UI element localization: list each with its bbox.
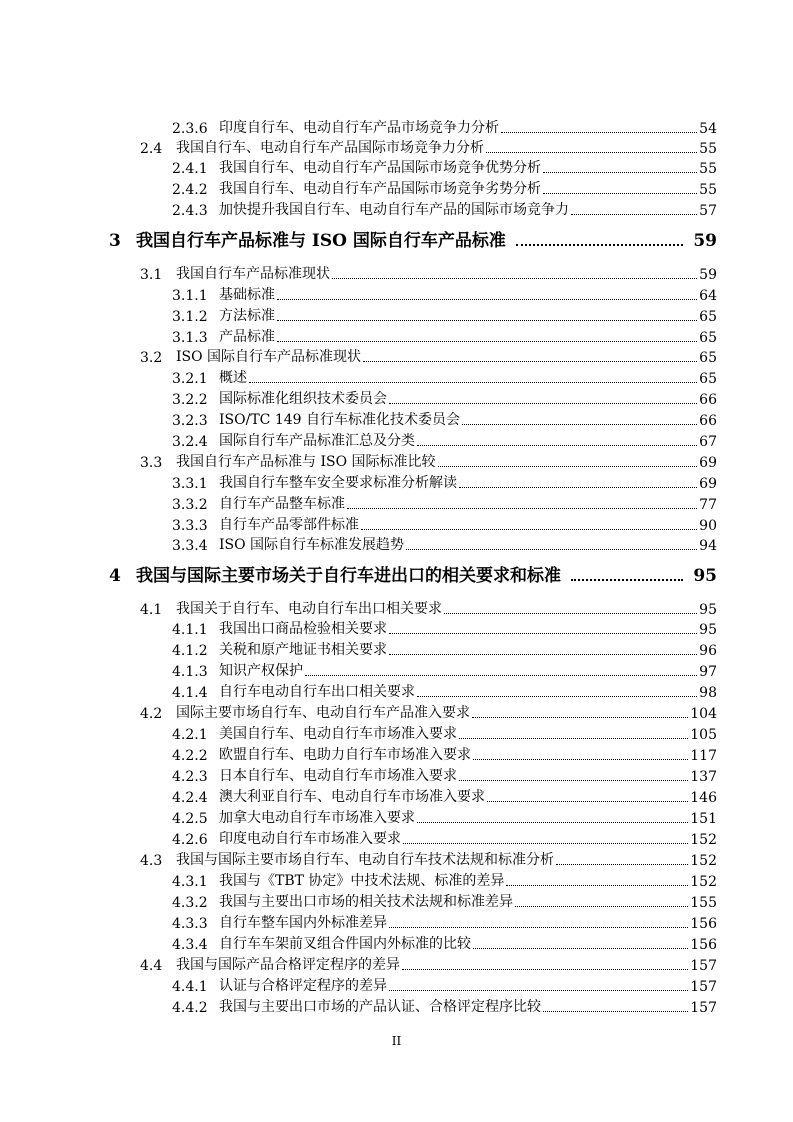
toc-entry-number: 4 (109, 566, 121, 586)
toc-entry-number: 4.2.6 (172, 832, 208, 848)
toc-entry-number: 3 (109, 231, 121, 251)
toc-entry-page: 97 (699, 664, 717, 680)
toc-entry-level-1[interactable] (0, 229, 793, 251)
toc-entry-page: 98 (699, 685, 717, 701)
toc-entry-title: 我国自行车、电动自行车产品国际市场竞争劣势分析 (219, 181, 541, 197)
toc-entry-title: 印度自行车、电动自行车产品市场竞争力分析 (219, 120, 499, 136)
toc-entry-page: 156 (690, 916, 717, 932)
toc-entry-page: 157 (690, 1000, 717, 1016)
toc-entry-number: 4.2 (140, 706, 163, 722)
toc-dot-leader (402, 969, 688, 970)
toc-dot-leader (361, 529, 697, 530)
toc-entry-title: 自行车产品零部件标准 (219, 517, 359, 533)
toc-entry-level-3[interactable] (0, 178, 793, 198)
toc-entry-page: 152 (690, 832, 717, 848)
toc-entry-level-3[interactable] (0, 305, 793, 325)
toc-dot-leader (438, 466, 698, 467)
toc-entry-number: 4.3 (140, 853, 163, 869)
toc-dot-leader (543, 172, 697, 173)
toc-entry-page: 94 (699, 538, 717, 554)
toc-entry-title: 概述 (219, 370, 247, 386)
toc-entry-level-3[interactable] (0, 639, 793, 659)
toc-entry-level-2[interactable] (0, 598, 793, 618)
toc-dot-leader (417, 445, 697, 446)
toc-entry-page: 157 (690, 958, 717, 974)
toc-entry-number: 4.1.1 (172, 622, 208, 638)
toc-dot-leader (389, 654, 697, 655)
toc-entry-page: 117 (690, 748, 717, 764)
toc-entry-page: 69 (699, 455, 717, 471)
toc-entry-title: 自行车整车国内外标准差异 (219, 915, 387, 931)
toc-entry-level-3[interactable] (0, 870, 793, 890)
toc-entry-title: 认证与合格评定程序的差异 (219, 978, 387, 994)
toc-entry-number: 4.4.1 (172, 979, 208, 995)
toc-entry-number: 2.4.3 (172, 203, 208, 219)
toc-entry-level-3[interactable] (0, 912, 793, 932)
toc-entry-title: 我国与主要出口市场的产品认证、合格评定程序比较 (219, 999, 541, 1015)
toc-entry-page: 65 (699, 350, 717, 366)
toc-entry-level-3[interactable] (0, 996, 793, 1016)
toc-entry-title: ISO/TC 149 自行车标准化技术委员会 (219, 412, 460, 428)
toc-entry-title: ISO 国际自行车标准发展趋势 (219, 537, 405, 553)
toc-dot-leader (501, 132, 697, 133)
toc-entry-number: 2.4.2 (172, 182, 208, 198)
toc-entry-number: 4.2.3 (172, 769, 208, 785)
toc-entry-page: 137 (690, 769, 717, 785)
toc-entry-title: 我国自行车、电动自行车产品国际市场竞争力分析 (176, 140, 484, 156)
toc-entry-level-2[interactable] (0, 702, 793, 722)
toc-entry-level-3[interactable] (0, 723, 793, 743)
toc-dot-leader (444, 613, 697, 614)
toc-dot-leader (543, 193, 697, 194)
toc-entry-page: 69 (699, 476, 717, 492)
toc-dot-leader (472, 717, 688, 718)
toc-dot-leader (459, 487, 697, 488)
toc-entry-title: 日本自行车、电动自行车市场准入要求 (219, 768, 457, 784)
toc-entry-title: 印度电动自行车市场准入要求 (219, 831, 401, 847)
toc-entry-number: 4.3.3 (172, 916, 208, 932)
toc-entry-page: 152 (690, 853, 717, 869)
toc-entry-title: 我国与国际产品合格评定程序的差异 (176, 957, 400, 973)
toc-entry-level-2[interactable] (0, 346, 793, 366)
toc-entry-level-3[interactable] (0, 388, 793, 408)
toc-entry-page: 57 (699, 203, 717, 219)
toc-entry-page: 66 (699, 413, 717, 429)
toc-entry-number: 3.1.2 (172, 309, 208, 325)
toc-entry-page: 67 (699, 434, 717, 450)
toc-dot-leader (459, 738, 688, 739)
toc-dot-leader (515, 906, 688, 907)
toc-entry-page: 104 (690, 706, 717, 722)
toc-entry-page: 152 (690, 874, 717, 890)
toc-entry-number: 3.2.3 (172, 413, 208, 429)
toc-dot-leader (389, 990, 688, 991)
toc-dot-leader (277, 341, 697, 342)
toc-entry-level-2[interactable] (0, 849, 793, 869)
toc-dot-leader (417, 696, 697, 697)
toc-dot-leader (347, 508, 697, 509)
toc-entry-title: 基础标准 (219, 287, 275, 303)
toc-entry-level-3[interactable] (0, 157, 793, 177)
toc-entry-title: 加拿大电动自行车市场准入要求 (219, 810, 415, 826)
toc-entry-number: 4.1 (140, 602, 163, 618)
toc-entry-page: 54 (699, 121, 717, 137)
toc-entry-title: 国际主要市场自行车、电动自行车产品准入要求 (176, 705, 470, 721)
toc-entry-number: 3.2.4 (172, 434, 208, 450)
toc-dot-leader (389, 633, 697, 634)
toc-entry-page: 65 (699, 330, 717, 346)
toc-entry-number: 4.2.5 (172, 811, 208, 827)
toc-entry-title: 国际标准化组织技术委员会 (219, 391, 387, 407)
toc-dot-leader (459, 780, 688, 781)
toc-entry-level-3[interactable] (0, 933, 793, 953)
toc-entry-page: 90 (699, 518, 717, 534)
toc-entry-title: ISO 国际自行车产品标准现状 (176, 349, 362, 365)
toc-dot-leader (486, 152, 697, 153)
toc-dot-leader (363, 361, 697, 362)
toc-entry-title: 我国与国际主要市场关于自行车进出口的相关要求和标准 (136, 566, 561, 586)
toc-entry-number: 4.3.2 (172, 895, 208, 911)
toc-entry-page: 66 (699, 392, 717, 408)
toc-entry-title: 我国关于自行车、电动自行车出口相关要求 (176, 601, 442, 617)
toc-entry-number: 2.4.1 (172, 161, 208, 177)
toc-entry-number: 2.3.6 (172, 121, 208, 137)
toc-entry-title: 产品标准 (219, 329, 275, 345)
toc-entry-title: 美国自行车、电动自行车市场准入要求 (219, 726, 457, 742)
toc-entry-level-2[interactable] (0, 954, 793, 974)
toc-entry-level-3[interactable] (0, 326, 793, 346)
toc-entry-level-2[interactable] (0, 137, 793, 157)
toc-entry-level-2[interactable] (0, 451, 793, 471)
toc-dot-leader (571, 579, 683, 581)
toc-entry-title: 我国自行车产品标准与 ISO 国际自行车产品标准 (136, 231, 506, 251)
toc-entry-page: 146 (690, 790, 717, 806)
toc-dot-leader (277, 299, 697, 300)
toc-entry-number: 4.2.1 (172, 727, 208, 743)
toc-entry-number: 3.1 (140, 267, 163, 283)
toc-entry-title: 知识产权保护 (219, 663, 303, 679)
toc-dot-leader (473, 759, 688, 760)
toc-entry-page: 55 (699, 182, 717, 198)
toc-dot-leader (406, 549, 697, 550)
toc-dot-leader (389, 403, 697, 404)
toc-dot-leader (249, 382, 697, 383)
toc-entry-level-1[interactable] (0, 564, 793, 586)
toc-entry-number: 4.1.2 (172, 643, 208, 659)
toc-entry-page: 55 (699, 161, 717, 177)
toc-entry-level-3[interactable] (0, 430, 793, 450)
toc-entry-level-3[interactable] (0, 618, 793, 638)
toc-entry-level-3[interactable] (0, 891, 793, 911)
toc-entry-title: 欧盟自行车、电助力自行车市场准入要求 (219, 747, 471, 763)
toc-entry-title: 澳大利亚自行车、电动自行车市场准入要求 (219, 789, 485, 805)
toc-entry-number: 4.1.3 (172, 664, 208, 680)
page-number: II (391, 1034, 402, 1048)
toc-dot-leader (403, 843, 688, 844)
toc-dot-leader (516, 244, 683, 246)
toc-entry-page: 59 (693, 231, 717, 251)
toc-entry-title: 自行车车架前叉组合件国内外标准的比较 (219, 936, 471, 952)
toc-entry-title: 我国与国际主要市场自行车、电动自行车技术法规和标准分析 (176, 852, 554, 868)
toc-entry-level-3[interactable] (0, 828, 793, 848)
toc-entry-number: 4.3.1 (172, 874, 208, 890)
toc-entry-number: 3.2.2 (172, 392, 208, 408)
toc-entry-level-3[interactable] (0, 660, 793, 680)
toc-entry-number: 3.3.3 (172, 518, 208, 534)
toc-entry-number: 3.3.2 (172, 497, 208, 513)
toc-entry-level-3[interactable] (0, 493, 793, 513)
toc-dot-leader (487, 801, 688, 802)
toc-entry-title: 我国与主要出口市场的相关技术法规和标准差异 (219, 894, 513, 910)
toc-dot-leader (277, 320, 697, 321)
toc-dot-leader (571, 214, 697, 215)
toc-entry-level-3[interactable] (0, 765, 793, 785)
toc-dot-leader (506, 885, 688, 886)
toc-entry-title: 加快提升我国自行车、电动自行车产品的国际市场竞争力 (219, 202, 569, 218)
toc-entry-level-3[interactable] (0, 744, 793, 764)
toc-entry-level-3[interactable] (0, 284, 793, 304)
toc-entry-page: 105 (690, 727, 717, 743)
toc-entry-level-3[interactable] (0, 472, 793, 492)
toc-entry-page: 95 (693, 566, 717, 586)
toc-entry-level-3[interactable] (0, 807, 793, 827)
toc-entry-title: 我国自行车整车安全要求标准分析解读 (219, 475, 457, 491)
toc-entry-page: 156 (690, 937, 717, 953)
toc-entry-page: 95 (699, 622, 717, 638)
toc-entry-page: 151 (690, 811, 717, 827)
toc-entry-number: 3.3.1 (172, 476, 208, 492)
toc-entry-level-3[interactable] (0, 117, 793, 137)
toc-dot-leader (305, 675, 697, 676)
toc-dot-leader (417, 822, 688, 823)
toc-entry-number: 3.2 (140, 350, 163, 366)
toc-entry-page: 64 (699, 288, 717, 304)
toc-entry-title: 我国与《TBT 协定》中技术法规、标准的差异 (219, 873, 505, 889)
toc-dot-leader (543, 1011, 688, 1012)
toc-entry-title: 我国自行车、电动自行车产品国际市场竞争优势分析 (219, 160, 541, 176)
toc-entry-number: 3.2.1 (172, 371, 208, 387)
toc-entry-number: 3.1.3 (172, 330, 208, 346)
toc-entry-number: 3.1.1 (172, 288, 208, 304)
toc-entry-title: 国际自行车产品标准汇总及分类 (219, 433, 415, 449)
toc-entry-page: 95 (699, 602, 717, 618)
toc-entry-level-3[interactable] (0, 534, 793, 554)
toc-entry-title: 关税和原产地证书相关要求 (219, 642, 387, 658)
toc-entry-level-3[interactable] (0, 975, 793, 995)
toc-entry-level-3[interactable] (0, 514, 793, 534)
toc-entry-page: 155 (690, 895, 717, 911)
toc-entry-title: 自行车电动自行车出口相关要求 (219, 684, 415, 700)
toc-entry-page: 65 (699, 371, 717, 387)
toc-entry-title: 我国出口商品检验相关要求 (219, 621, 387, 637)
toc-entry-page: 96 (699, 643, 717, 659)
toc-entry-number: 2.4 (140, 141, 163, 157)
toc-entry-page: 59 (699, 267, 717, 283)
toc-entry-level-3[interactable] (0, 786, 793, 806)
toc-dot-leader (473, 948, 688, 949)
toc-entry-number: 4.4 (140, 958, 163, 974)
toc-entry-title: 方法标准 (219, 308, 275, 324)
toc-entry-number: 4.2.4 (172, 790, 208, 806)
toc-entry-title: 自行车产品整车标准 (219, 496, 345, 512)
toc-entry-number: 4.4.2 (172, 1000, 208, 1016)
toc-entry-number: 4.2.2 (172, 748, 208, 764)
toc-entry-level-3[interactable] (0, 367, 793, 387)
toc-entry-number: 4.3.4 (172, 937, 208, 953)
toc-dot-leader (556, 864, 688, 865)
toc-entry-title: 我国自行车产品标准现状 (176, 266, 330, 282)
toc-entry-number: 4.1.4 (172, 685, 208, 701)
toc-entry-level-2[interactable] (0, 263, 793, 283)
toc-entry-level-3[interactable] (0, 199, 793, 219)
toc-entry-page: 157 (690, 979, 717, 995)
toc-entry-page: 55 (699, 141, 717, 157)
toc-entry-number: 3.3 (140, 455, 163, 471)
toc-dot-leader (462, 424, 697, 425)
toc-dot-leader (332, 278, 697, 279)
toc-entry-title: 我国自行车产品标准与 ISO 国际标准比较 (176, 454, 436, 470)
toc-entry-page: 65 (699, 309, 717, 325)
toc-entry-level-3[interactable] (0, 681, 793, 701)
toc-entry-number: 3.3.4 (172, 538, 208, 554)
toc-dot-leader (389, 927, 688, 928)
toc-entry-page: 77 (699, 497, 717, 513)
toc-entry-level-3[interactable] (0, 409, 793, 429)
